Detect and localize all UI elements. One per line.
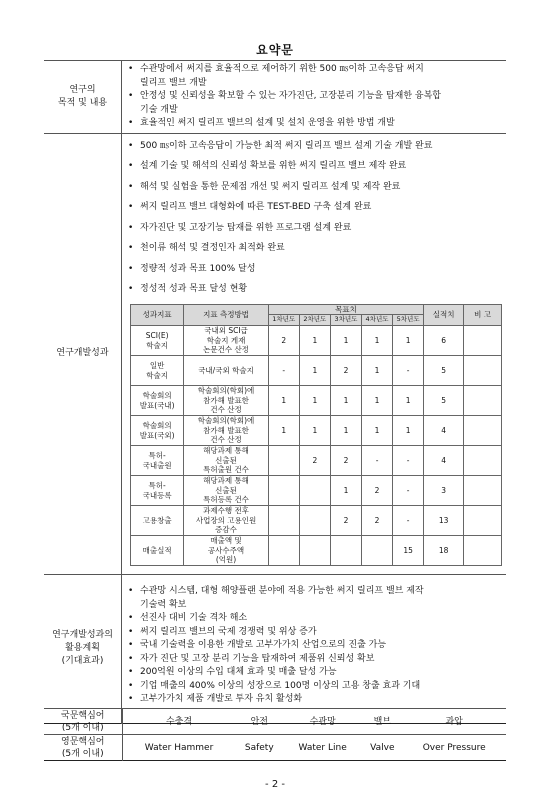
- section-label-utilization: 연구개발성과의 활용계획 (기대효과): [44, 575, 122, 724]
- year-value-cell: -: [393, 506, 424, 536]
- english-keyword-row: [44, 735, 506, 761]
- goal-item-text: 안정성 및 신뢰성을 확보할 수 있는 자가진단, 고장분리 기능을 탑재한 융복합 기술 개발: [140, 91, 441, 115]
- korean-keyword: 수충격: [122, 709, 236, 735]
- method-cell: 과제수행 전후 사업장의 고용인원 증감수: [184, 506, 268, 536]
- year-value-cell: 1: [362, 416, 393, 446]
- note-cell: [464, 326, 502, 356]
- actual-cell: 3: [424, 476, 464, 506]
- utilization-item: [128, 639, 502, 653]
- actual-cell: 5: [424, 386, 464, 416]
- table-row: [131, 326, 502, 356]
- year-value-cell: 1: [393, 326, 424, 356]
- section-label-performance: 연구개발성과: [44, 133, 122, 575]
- note-cell: [464, 536, 502, 566]
- year-value-cell: 15: [393, 536, 424, 566]
- year-value-cell: 2: [299, 446, 330, 476]
- bullet-dot-icon: •: [128, 140, 134, 151]
- actual-cell: 13: [424, 506, 464, 536]
- year-value-cell: [330, 536, 361, 566]
- korean-keyword: 수관망: [283, 709, 362, 735]
- table-row: [131, 536, 502, 566]
- english-keyword: Water Hammer: [122, 735, 236, 761]
- bullet-dot-icon: •: [128, 161, 134, 171]
- year-value-cell: 2: [330, 506, 361, 536]
- performance-item: [128, 156, 502, 177]
- year-value-cell: [299, 536, 330, 566]
- utilization-item: [128, 585, 502, 612]
- korean-keyword-row: [44, 709, 506, 735]
- indicator-cell: 학술회의 발표(국외): [131, 416, 184, 446]
- header-method: 지표 측정방법: [184, 304, 268, 326]
- utilization-item-text: 수관망 시스템, 대형 해양플랜 분야에 적용 가능한 써지 릴리프 밸브 제작 기술력 확보: [140, 586, 424, 610]
- goal-item: [128, 117, 502, 131]
- bullet-dot-icon: •: [128, 613, 134, 623]
- utilization-item: [128, 612, 502, 626]
- bullet-dot-icon: •: [128, 694, 134, 704]
- bullet-dot-icon: •: [128, 586, 134, 596]
- year-value-cell: 2: [268, 326, 299, 356]
- note-cell: [464, 506, 502, 536]
- utilization-item: [128, 666, 502, 680]
- bullet-dot-icon: •: [128, 653, 134, 664]
- bullet-dot-icon: •: [128, 667, 134, 677]
- performance-item: [128, 259, 502, 280]
- page-title: 요약문: [256, 43, 294, 57]
- utilization-item-text: 써지 릴리프 밸브의 국제 경쟁력 및 위상 증가: [140, 626, 317, 637]
- performance-item-text: 정성적 성과 목표 달성 현황: [140, 284, 248, 294]
- indicator-cell: 고용창출: [131, 506, 184, 536]
- bullet-dot-icon: •: [128, 680, 134, 691]
- bullet-dot-icon: •: [128, 202, 134, 212]
- year-value-cell: 1: [362, 386, 393, 416]
- performance-item: [128, 238, 502, 259]
- year-value-cell: [268, 446, 299, 476]
- goal-item-text: 효율적인 써지 릴리프 밸브의 설계 및 설치 운영을 위한 방법 개발: [140, 118, 395, 128]
- year-value-cell: 1: [393, 416, 424, 446]
- performance-item-text: 정량적 성과 목표 100% 달성: [140, 263, 256, 274]
- actual-cell: 4: [424, 416, 464, 446]
- indicator-cell: 학술회의 발표(국내): [131, 386, 184, 416]
- year-value-cell: [299, 506, 330, 536]
- bullet-dot-icon: •: [128, 222, 134, 233]
- year-value-cell: [268, 536, 299, 566]
- year-value-cell: -: [268, 356, 299, 386]
- goal-bullet-list: [128, 63, 502, 131]
- note-cell: [464, 356, 502, 386]
- actual-cell: 5: [424, 356, 464, 386]
- indicator-cell: 특허- 국내등록: [131, 476, 184, 506]
- year-value-cell: 1: [330, 326, 361, 356]
- korean-keyword: 과압: [402, 709, 506, 735]
- utilization-item: [128, 626, 502, 640]
- year-header: 2차년도: [299, 315, 330, 326]
- utilization-item-text: 국내 기술력을 이용한 개발로 고부가가치 산업으로의 진출 가능: [140, 640, 387, 650]
- bullet-dot-icon: •: [128, 284, 134, 294]
- english-keyword: Over Pressure: [402, 735, 506, 761]
- method-cell: 국내/국외 학술지: [184, 356, 268, 386]
- year-value-cell: 1: [268, 386, 299, 416]
- utilization-item-text: 고부가가치 제품 개발로 투자 유치 활성화: [140, 694, 303, 704]
- utilization-item-text: 선진사 대비 기술 격차 해소: [140, 613, 248, 623]
- actual-cell: 4: [424, 446, 464, 476]
- header-actual: 실적치: [424, 304, 464, 326]
- bullet-dot-icon: •: [128, 91, 134, 101]
- performance-item-text: 써지 릴리프 밸브 대형화에 따른 TEST-BED 구축 설계 완료: [140, 202, 372, 212]
- korean-keyword-label: 국문핵심어 (5개 이내): [44, 709, 122, 735]
- performance-item: [128, 136, 502, 157]
- year-header: 1차년도: [268, 315, 299, 326]
- year-value-cell: 2: [330, 446, 361, 476]
- utilization-item-text: 200억원 이상의 수입 대체 효과 및 매출 달성 가능: [140, 667, 337, 677]
- table-row: [131, 356, 502, 386]
- note-cell: [464, 476, 502, 506]
- bullet-dot-icon: •: [128, 263, 134, 274]
- goal-item-text: 수관망에서 써지를 효율적으로 제어하기 위한 500 ㎳이하 고속응답 써지 릴리프 밸브 개발: [140, 64, 424, 88]
- indicator-cell: SCI(E) 학술지: [131, 326, 184, 356]
- year-value-cell: 2: [362, 476, 393, 506]
- year-value-cell: 1: [362, 356, 393, 386]
- keyword-table: [44, 708, 506, 761]
- utilization-item: [128, 693, 502, 707]
- performance-item-text: 해석 및 실험을 통한 문제점 개선 및 써지 릴리프 설계 및 제작 완료: [140, 181, 401, 192]
- performance-item-text: 설계 기술 및 해석의 신뢰성 확보를 위한 써지 릴리프 밸브 제작 완료: [140, 161, 407, 171]
- table-row: [131, 446, 502, 476]
- performance-item: [128, 218, 502, 239]
- actual-cell: 6: [424, 326, 464, 356]
- section-goal: [44, 61, 506, 134]
- performance-bullet-list: [128, 136, 502, 300]
- bullet-dot-icon: •: [128, 640, 134, 650]
- year-value-cell: 1: [268, 416, 299, 446]
- note-cell: [464, 446, 502, 476]
- english-keyword: Safety: [236, 735, 283, 761]
- page-number: - 2 -: [265, 779, 285, 790]
- performance-table: [130, 304, 502, 567]
- summary-table: [44, 60, 506, 724]
- method-cell: 국내외 SCI급 학술지 게재 논문건수 산정: [184, 326, 268, 356]
- year-value-cell: 1: [362, 326, 393, 356]
- year-value-cell: 1: [330, 386, 361, 416]
- year-value-cell: -: [393, 356, 424, 386]
- method-cell: 매출액 및 공사수주액 (억원): [184, 536, 268, 566]
- year-value-cell: 1: [299, 326, 330, 356]
- section-label-goal: 연구의 목적 및 내용: [44, 61, 122, 134]
- year-header: 5차년도: [393, 315, 424, 326]
- indicator-cell: 일반 학술지: [131, 356, 184, 386]
- year-value-cell: 1: [299, 416, 330, 446]
- method-cell: 해당과제 통해 신출된 특허등록 건수: [184, 476, 268, 506]
- year-value-cell: [362, 536, 393, 566]
- year-value-cell: [299, 476, 330, 506]
- table-row: [131, 416, 502, 446]
- performance-item: [128, 279, 502, 300]
- table-row: [131, 386, 502, 416]
- indicator-cell: 특허- 국내출원: [131, 446, 184, 476]
- table-row: [131, 476, 502, 506]
- year-value-cell: [268, 476, 299, 506]
- year-value-cell: 1: [330, 476, 361, 506]
- goal-content: [122, 61, 507, 134]
- year-header: 4차년도: [362, 315, 393, 326]
- performance-content: [122, 133, 507, 575]
- bullet-dot-icon: •: [128, 626, 134, 637]
- performance-item-text: 자가진단 및 고장기능 탑재를 위한 프로그램 설계 완료: [140, 222, 352, 233]
- performance-item: [128, 177, 502, 198]
- actual-cell: 18: [424, 536, 464, 566]
- english-keyword: Valve: [362, 735, 402, 761]
- performance-table-body: [131, 326, 502, 566]
- utilization-item-text: 기업 매출의 400% 이상의 성장으로 100명 이상의 고용 창출 효과 기대: [140, 680, 421, 691]
- bullet-dot-icon: •: [128, 243, 134, 253]
- bullet-dot-icon: •: [128, 118, 134, 128]
- method-cell: 학술회의(학회)에 참가해 발표한 건수 산정: [184, 416, 268, 446]
- english-keyword-label: 영문핵심어 (5개 이내): [44, 735, 122, 761]
- note-cell: [464, 386, 502, 416]
- goal-item: [128, 63, 502, 90]
- utilization-item-text: 자가 진단 및 고장 분리 기능을 탑재하여 제품위 신뢰성 확보: [140, 653, 375, 664]
- utilization-content: [122, 575, 507, 724]
- year-header: 3차년도: [330, 315, 361, 326]
- header-note: 비 고: [464, 304, 502, 326]
- korean-keyword: 밸브: [362, 709, 402, 735]
- bullet-dot-icon: •: [128, 181, 134, 192]
- header-target: 목표치: [268, 304, 423, 315]
- performance-item-text: 천이류 해석 및 결정인자 최적화 완료: [140, 243, 285, 253]
- year-value-cell: 2: [362, 506, 393, 536]
- year-value-cell: 1: [330, 416, 361, 446]
- year-value-cell: 1: [299, 386, 330, 416]
- year-value-cell: -: [362, 446, 393, 476]
- section-utilization: [44, 575, 506, 724]
- year-value-cell: 1: [299, 356, 330, 386]
- year-value-cell: -: [393, 446, 424, 476]
- utilization-item: [128, 653, 502, 667]
- table-row: [131, 506, 502, 536]
- section-performance: [44, 133, 506, 575]
- bullet-dot-icon: •: [128, 64, 134, 74]
- year-value-cell: -: [393, 476, 424, 506]
- note-cell: [464, 416, 502, 446]
- year-value-cell: 2: [330, 356, 361, 386]
- utilization-bullet-list: [128, 585, 502, 707]
- header-indicator: 성과지표: [131, 304, 184, 326]
- goal-item: [128, 90, 502, 117]
- year-value-cell: [268, 506, 299, 536]
- performance-item: [128, 197, 502, 218]
- method-cell: 해당과제 통해 신출된 특허출원 건수: [184, 446, 268, 476]
- english-keyword: Water Line: [283, 735, 362, 761]
- performance-item-text: 500 ㎳이하 고속응답이 가능한 최적 써지 릴리프 밸브 설계 기술 개발 완료: [140, 140, 433, 151]
- indicator-cell: 매출실적: [131, 536, 184, 566]
- korean-keyword: 안전: [236, 709, 283, 735]
- method-cell: 학술회의(학회)에 참가해 발표한 건수 산정: [184, 386, 268, 416]
- utilization-item: [128, 680, 502, 694]
- year-value-cell: 1: [393, 386, 424, 416]
